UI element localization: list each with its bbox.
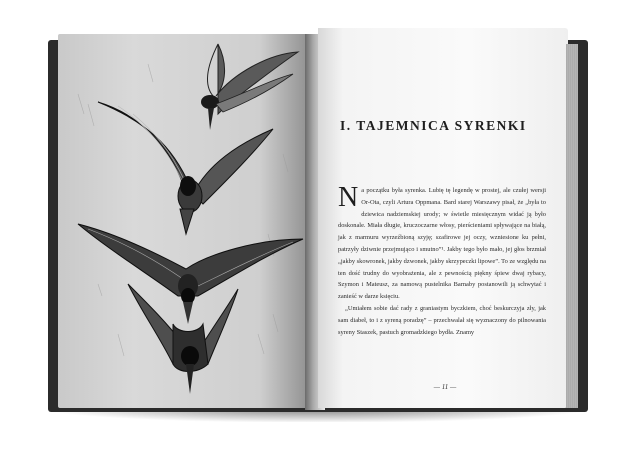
page-edges [566,44,578,408]
paragraph-2: „Umiałem sobie dać rady z graniastym byczkiem, choć beskurczyja zły, jak sam diabeł, to i z syreną poradzę” – przechwalał się wyznaczony do pilnowania syreny Staszek, pastuch gromadzkiego bydła. Znamy [338,304,546,336]
bird-top [201,44,298,130]
paragraph-1-text: a początku była syrenka. Lubię tę legendę w prostej, ale czułej wersji Or-Ota, czyli Artura Oppmana. Bard starej Warszawy pisał, że „była to dziewica nadziemskiej urody; w świetle miesięcznym widać ją było doskonale. Miała długie, kruczoczarne włosy, pierścieniami spływające na białą, jak z marmuru wyrzeźbioną szyję; szafirowe jej oczy, wzniesione ku pełni, patrzyły dziwnie przejmująco i smutno”¹. Jakby tego było mało, jej głos brzmiał „jakby skowronek, jakby dzwonek, jakby skrzypeczki lipowe”. To ze względu na ten dość trudny do wyobrażenia, ale z pewnością piękny śpiew dwaj rybacy, Szymon i Mateusz, za namową pustelnika Barnaby postanowili ją schwytać i zanieść w darze księciu. [338,187,546,301]
chapter-body [338,182,546,338]
paragraph-1 [338,182,546,303]
page-number: — 11 — [433,383,457,391]
chapter-title: I. TAJEMNICA SYRENKI [340,118,527,133]
birds-illustration [58,34,310,408]
bird-second [98,102,273,234]
left-page-illustration [58,34,310,408]
drop-cap: N [338,182,359,213]
